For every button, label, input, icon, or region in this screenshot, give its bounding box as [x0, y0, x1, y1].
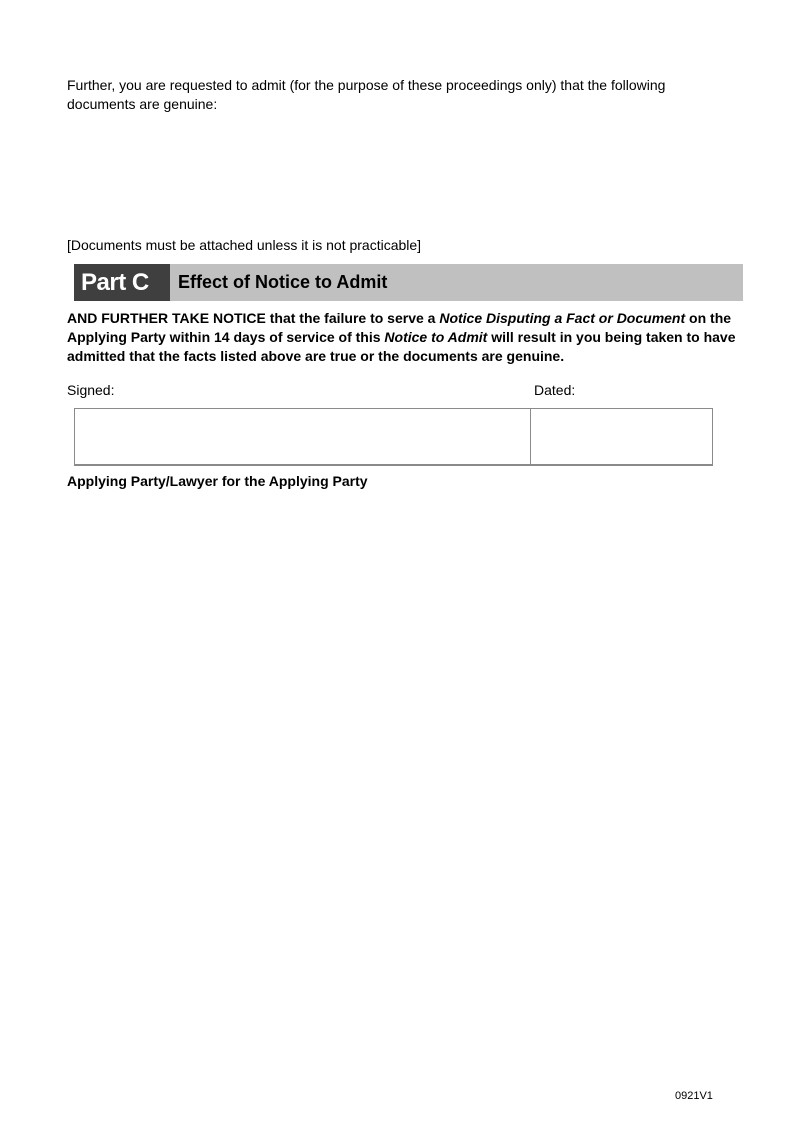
- notice-text-3: will result in you being taken to have admitted that the facts listed above are true or the documents are genuine.: [67, 329, 736, 364]
- notice-italic-1: Notice Disputing a Fact or Document: [439, 310, 686, 326]
- part-c-title: Effect of Notice to Admit: [178, 272, 388, 292]
- date-field[interactable]: [530, 408, 713, 466]
- applying-party-label: Applying Party/Lawyer for the Applying Party: [67, 473, 368, 489]
- dated-label: Dated:: [534, 382, 576, 398]
- signature-field[interactable]: [74, 408, 532, 466]
- intro-paragraph: Further, you are requested to admit (for the purpose of these proceedings only) that the following documents are genuine:: [67, 77, 666, 112]
- part-c-label: Part C: [74, 264, 170, 301]
- notice-text-2: on the Applying Party within 14 days of service of this: [67, 310, 732, 345]
- notice-paragraph: [67, 309, 737, 366]
- form-version-code: 0921V1: [675, 1090, 713, 1102]
- signed-label: Signed:: [67, 382, 115, 398]
- notice-italic-2: Notice to Admit: [384, 329, 488, 345]
- notice-text-1: AND FURTHER TAKE NOTICE that the failure to serve a: [67, 310, 440, 326]
- documents-attachment-note: [Documents must be attached unless it is not practicable]: [67, 237, 422, 253]
- part-c-header: [74, 264, 743, 301]
